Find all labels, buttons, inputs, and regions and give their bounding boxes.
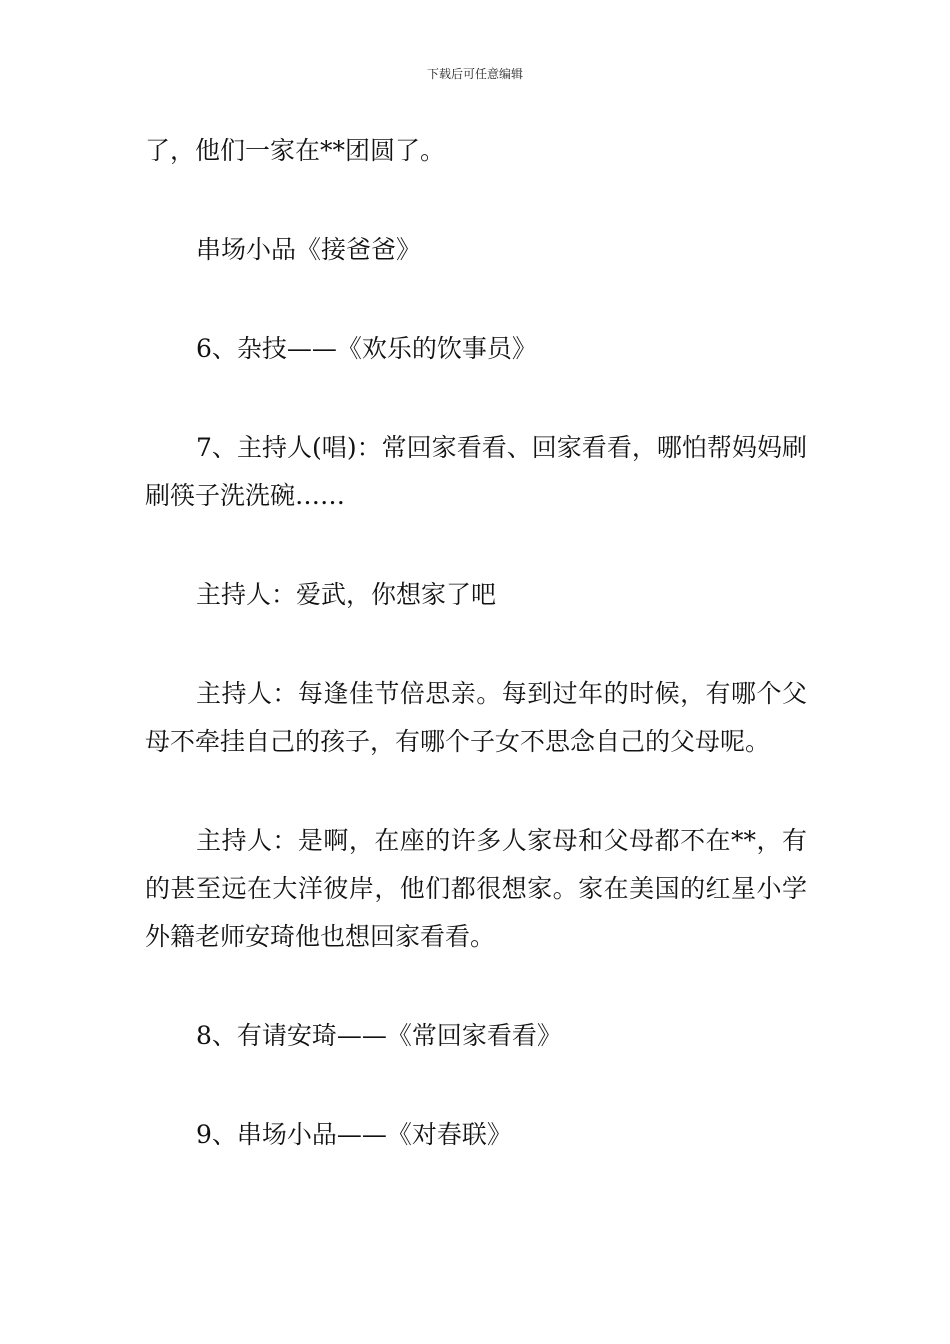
paragraph-skit-pick-up-dad: 串场小品《接爸爸》 [196, 235, 422, 264]
paragraph-continuation: 了，他们一家在**团圆了。 [145, 136, 446, 165]
page-header: 下载后可任意编辑 [426, 67, 523, 81]
paragraph-acrobatics: 6、杂技——《欢乐的饮事员》 [196, 334, 537, 363]
paragraph-host-question: 主持人：爱武，你想家了吧 [196, 580, 497, 609]
paragraph-host-singing: 7、主持人(唱)：常回家看看、回家看看，哪怕帮妈妈刷刷筷子洗洗碗…… [145, 433, 807, 510]
paragraph-host-overseas: 主持人：是啊，在座的许多人家母和父母都不在**，有的甚至远在大洋彼岸，他们都很想家。家在美国的红星小学外籍老师安琦他也想回家看看。 [145, 826, 807, 951]
paragraph-song-come-home: 8、有请安琦——《常回家看看》 [196, 1021, 562, 1050]
document-body [145, 127, 807, 1210]
paragraph-host-festival: 主持人：每逢佳节倍思亲。每到过年的时候，有哪个父母不牵挂自己的孩子，有哪个子女不思念自己的父母呢。 [145, 679, 807, 756]
paragraph-skit-couplets: 9、串场小品——《对春联》 [196, 1120, 512, 1149]
